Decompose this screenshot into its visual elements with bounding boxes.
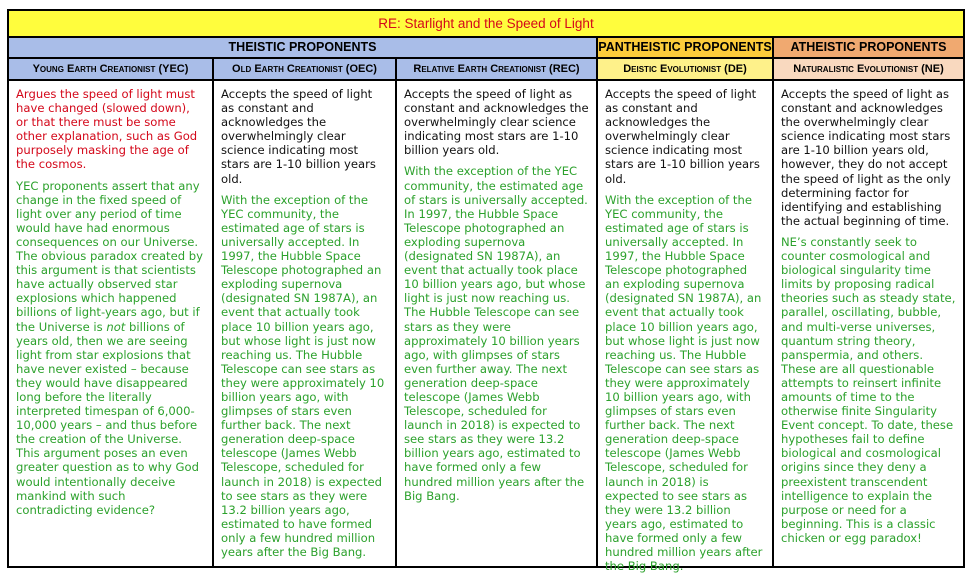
table-title: RE: Starlight and the Speed of Light [378, 16, 594, 31]
column-header-rec: Relative Earth Creationist (REC) [397, 59, 598, 79]
column-body-yec [9, 81, 214, 566]
group-atheistic: ATHEISTIC PROPONENTS [774, 38, 963, 57]
group-pantheistic: PANTHEISTIC PROPONENTS [598, 38, 774, 57]
yec-position: Argues the speed of light must have changed (slowed down), or that there must be some other explanation, such as God purposely masking the age of the cosmos. [16, 87, 198, 172]
group-header-row [9, 38, 963, 59]
comparison-table [7, 9, 965, 574]
content-row [9, 81, 963, 574]
column-body-rec [397, 81, 598, 566]
rec-explanation: With the exception of the YEC community, the estimated age of stars is universally accepted. In 1997, the Hubble Space Telescope photographed an exploding supernova (designated SN 1987A), an event that actually took place 10 billion years ago, but whose light is just now reaching us. The Hubble Telescope can see stars as they were approximately 10 billion years ago, with glimpses of stars even further away. The next generation deep-space telescope (James Webb Telescope, scheduled for launch in 2018) is expected to see stars as they were 13.2 billion years ago, estimated to have formed only a few hundred million years after the Big Bang. [404, 164, 588, 503]
column-body-oec [214, 81, 397, 566]
ne-explanation: NE’s constantly seek to counter cosmological and biological singularity time limits by proposing radical theories such as steady state, parallel, oscillating, bubble, and multi-verse universes, quantum string theory, panspermia, and others. These are all questionable attempts to reinsert infinite amounts of time to the otherwise finite Singularity Event concept. To date, these hypotheses fail to define biological and cosmological origins since they deny a preexistent transcendent intelligence to explain the purpose or need for a beginning. This is a classic chicken or egg paradox! [781, 234, 956, 545]
table-title-row [9, 11, 963, 38]
column-header-ne: Naturalistic Evolutionist (NE) [774, 59, 963, 79]
oec-explanation: With the exception of the YEC community, the estimated age of stars is universally accepted. In 1997, the Hubble Space Telescope photographed an exploding supernova (designated SN 1987A), an event that actually took place 10 billion years ago, but whose light is just now reaching us. The Hubble Telescope can see stars as they were approximately 10 billion years ago, with glimpses of stars even further back. The next generation deep-space telescope (James Webb Telescope, scheduled for launch in 2018) is expected to see stars as they were 13.2 billion years ago, estimated to have formed only a few hundred million years after the Big Bang. [221, 192, 385, 559]
ne-position: Accepts the speed of light as constant and acknowledges the overwhelmingly clear science indicating most stars are 1-10 billion years old, however, they do not accept the speed of light as the only determining factor for identifying and establishing the actual beginning of time. [781, 87, 951, 228]
column-header-row [9, 59, 963, 81]
group-theistic: THEISTIC PROPONENTS [9, 38, 598, 57]
column-header-oec: Old Earth Creationist (OEC) [214, 59, 397, 79]
column-header-yec: Young Earth Creationist (YEC) [9, 59, 214, 79]
rec-position: Accepts the speed of light as constant and acknowledges the overwhelmingly clear science indicating most stars are 1-10 billion years old. [404, 87, 589, 158]
de-explanation: With the exception of the YEC community, the estimated age of stars is universally accepted. In 1997, the Hubble Space Telescope photographed an exploding supernova (designated SN 1987A), an event that actually took place 10 billion years ago, but whose light is just now reaching us. The Hubble Telescope can see stars as they were approximately 10 billion years ago, with glimpses of stars even further back. The next generation deep-space telescope (James Webb Telescope, scheduled for launch in 2018) is expected to see stars as they were 13.2 billion years ago, estimated to have formed only a few hundred million years after the Big Bang. [605, 192, 763, 574]
column-header-de: Deistic Evolutionist (DE) [598, 59, 774, 79]
yec-explanation: YEC proponents assert that any change in the fixed speed of light over any period of time would have had enormous consequences on our Universe. The obvious paradox created by this argument is that scientists have actually observed star explosions which happened billions of light-years ago, but if the Universe is not billions of years old, then we are seeing light from star explosions that have never existed – because they would have disappeared long before the literally interpreted timespan of 6,000-10,000 years – and thus before the creation of the Universe. This argument poses an even greater question as to why God would intentionally deceive mankind with such contradicting evidence? [16, 178, 203, 517]
oec-position: Accepts the speed of light as constant and acknowledges the overwhelmingly clear science indicating most stars are 1-10 billion years old. [221, 87, 376, 186]
column-body-de [598, 81, 774, 574]
de-position: Accepts the speed of light as constant and acknowledges the overwhelmingly clear science indicating most stars are 1-10 billion years old. [605, 87, 760, 186]
column-body-ne [774, 81, 963, 566]
